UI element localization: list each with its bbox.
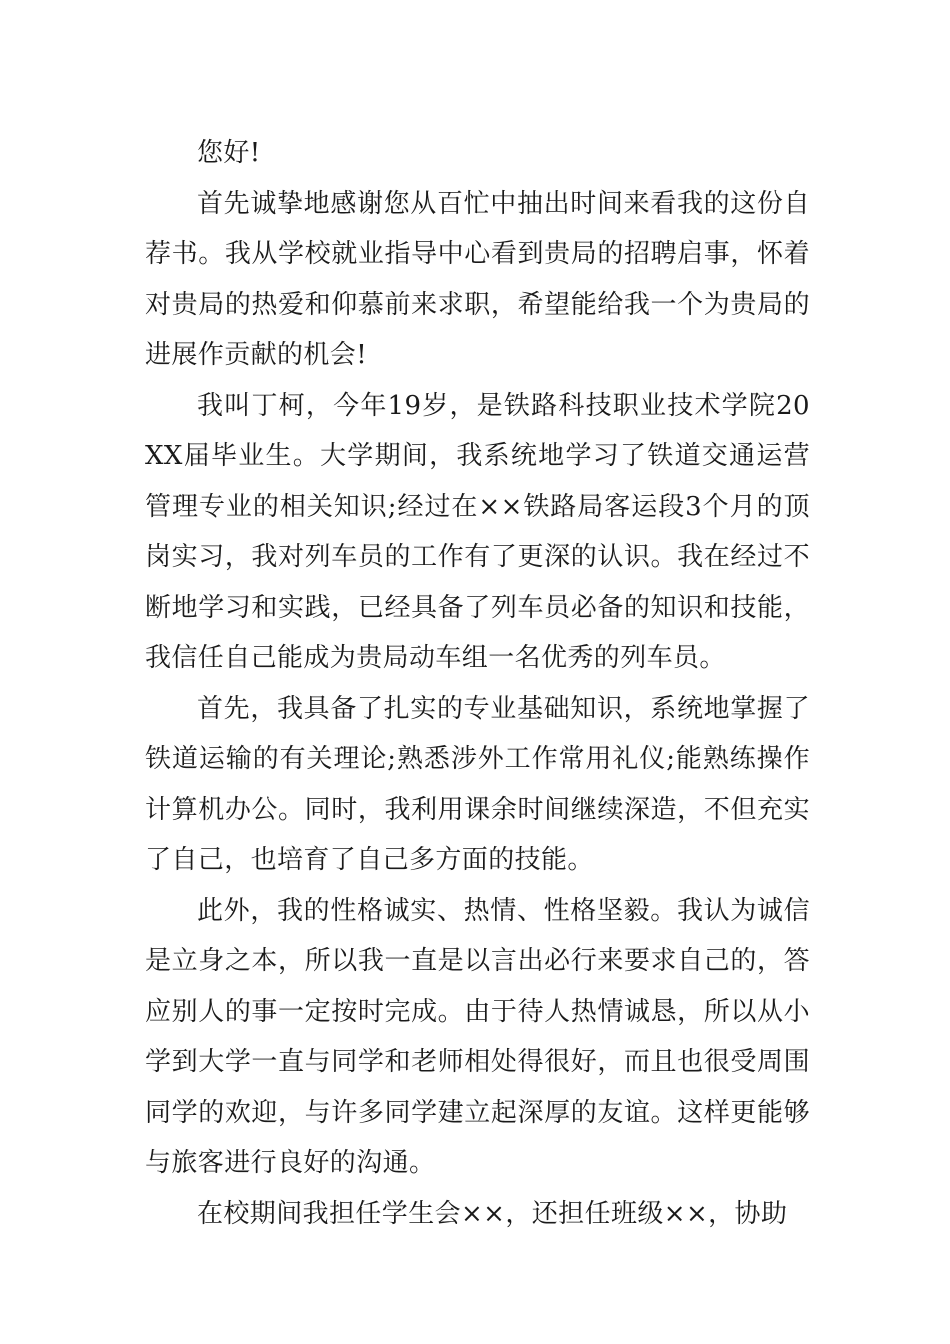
paragraph-personality: 此外，我的性格诚实、热情、性格坚毅。我认为诚信是立身之本，所以我一直是以言出必行来要求自己的，答应别人的事一定按时完成。由于待人热情诚恳，所以从小学到大学一直与同学和老师相处得很好，而且也很受周围同学的欢迎，与许多同学建立起深厚的友谊。这样更能够与旅客进行良好的沟通。 — [145, 895, 810, 1178]
paragraph-introduction: 我叫丁柯，今年19岁，是铁路科技职业技术学院20XX届毕业生。大学期间，我系统地学习了铁道交通运营管理专业的相关知识;经过在××铁路局客运段3个月的顶岗实习，我对列车员的工作有了更深的认识。我在经过不断地学习和实践，已经具备了列车员必备的知识和技能，我信任自己能成为贵局动车组一名优秀的列车员。 — [145, 390, 810, 673]
paragraph-thanks: 首先诚挚地感谢您从百忙中抽出时间来看我的这份自荐书。我从学校就业指导中心看到贵局的招聘启事，怀着对贵局的热爱和仰慕前来求职，希望能给我一个为贵局的进展作贡献的机会! — [145, 188, 810, 370]
paragraph-professional-skills: 首先，我具备了扎实的专业基础知识，系统地掌握了铁道运输的有关理论;熟悉涉外工作常用礼仪;能熟练操作计算机办公。同时，我利用课余时间继续深造，不但充实了自己，也培育了自己多方面的技能。 — [145, 693, 810, 875]
paragraph-campus-activities: 在校期间我担任学生会××，还担任班级××，协助 — [197, 1198, 788, 1229]
letter-body — [145, 128, 810, 1239]
greeting: 您好! — [197, 138, 261, 168]
